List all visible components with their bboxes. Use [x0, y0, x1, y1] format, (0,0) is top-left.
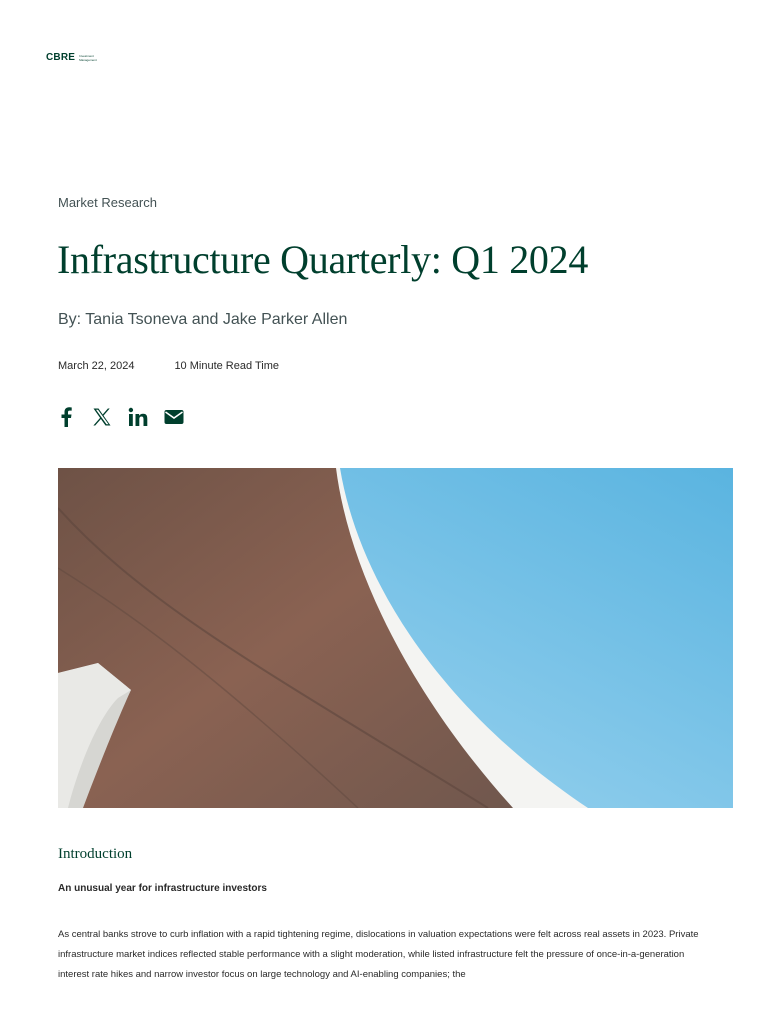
logo-wordmark: CBRE: [46, 52, 76, 63]
intro-paragraph: As central banks strove to curb inflation with a rapid tightening regime, dislocations in valuation expectations were felt across real assets in 2023. Private infrastructure market indices reflected stable performance with a slight moderation, while listed infrastructure felt the pressure of once-in-a-generation interest rate hikes and narrow investor focus on large technology and AI-enabling companies; the: [58, 929, 699, 980]
section-title: Introduction: [58, 846, 133, 862]
logo-subtitle-line2: Management: [79, 57, 97, 62]
article-byline: By: Tania Tsoneva and Jake Parker Allen: [58, 311, 348, 328]
cbre-logo[interactable]: [46, 52, 97, 63]
email-icon[interactable]: [164, 406, 184, 428]
publish-date: March 22, 2024: [58, 360, 135, 372]
hero-image: [58, 468, 733, 808]
section-subheading: An unusual year for infrastructure investors: [58, 883, 267, 894]
logo-subtitle: [79, 54, 97, 62]
read-time: 10 Minute Read Time: [174, 360, 279, 372]
share-bar: [56, 406, 184, 428]
article-meta: [58, 360, 279, 372]
page-title: Infrastructure Quarterly: Q1 2024: [57, 237, 589, 282]
facebook-icon[interactable]: [56, 406, 76, 428]
x-twitter-icon[interactable]: [92, 406, 112, 428]
hero-image-graphic: [58, 468, 733, 808]
article-category[interactable]: Market Research: [58, 195, 157, 210]
linkedin-icon[interactable]: [128, 406, 148, 428]
logo-subtitle-line1: Investment: [79, 53, 94, 58]
